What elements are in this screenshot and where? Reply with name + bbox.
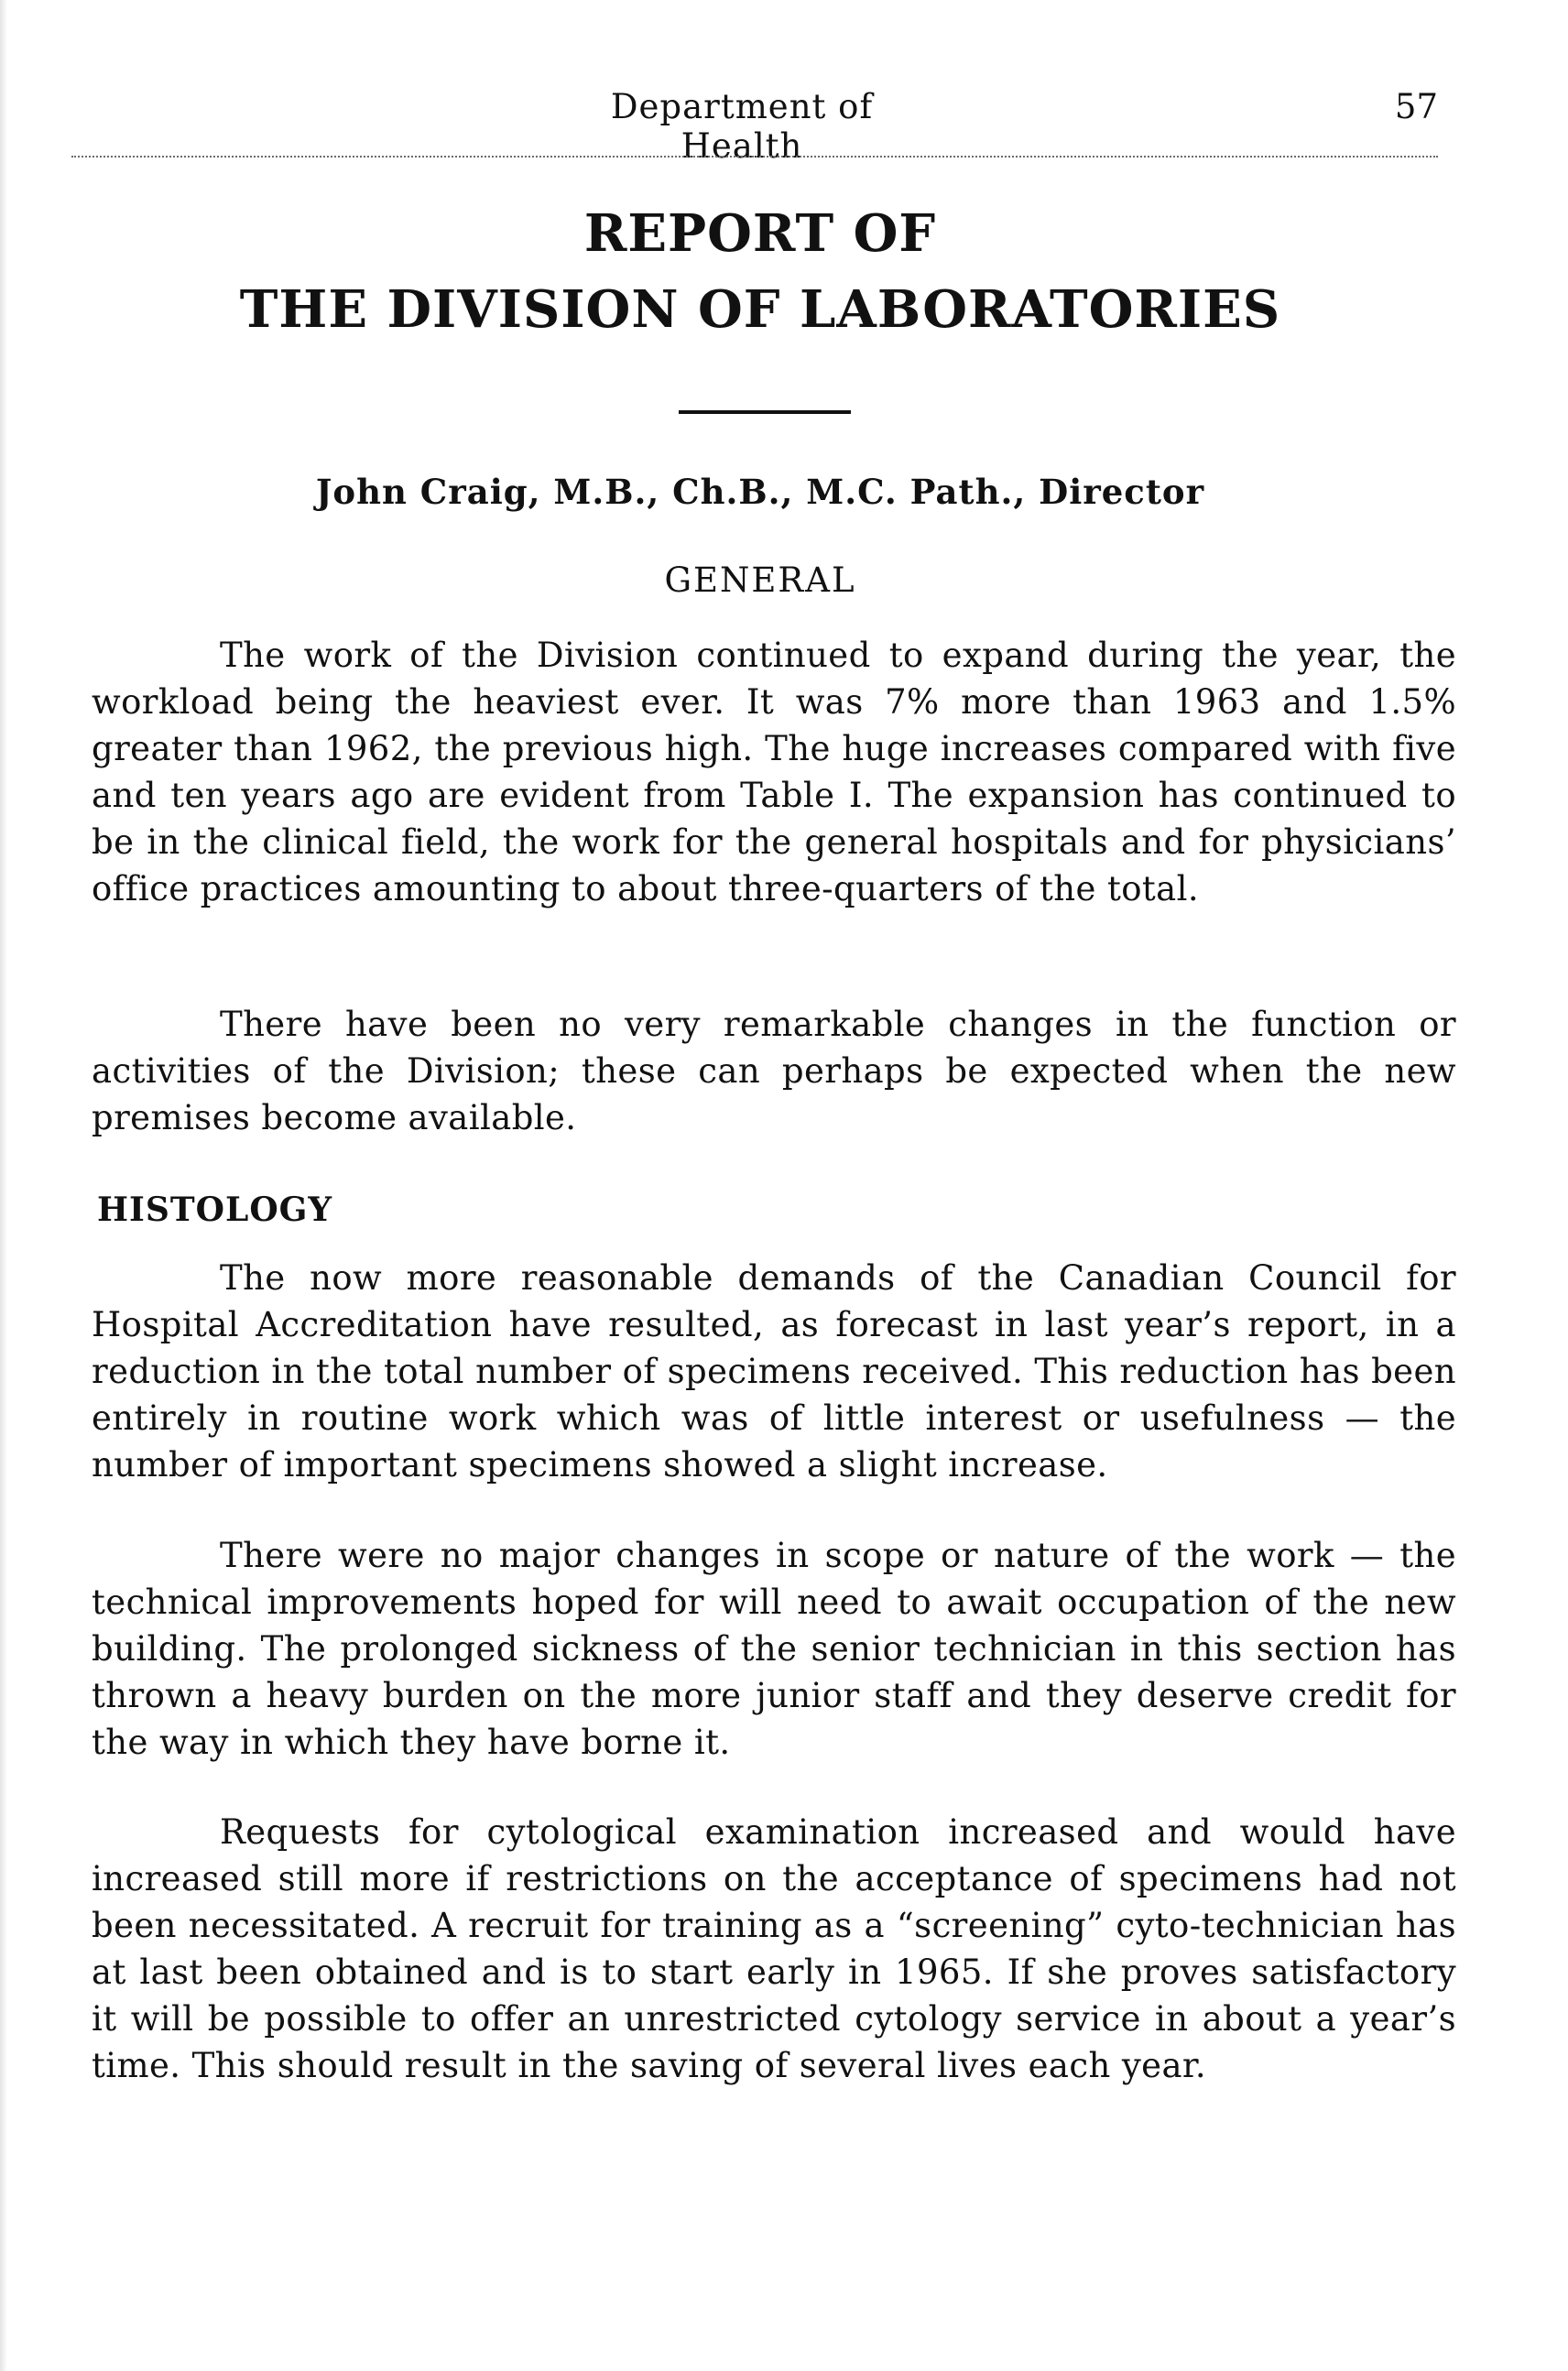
author-line: John Craig, M.B., Ch.B., M.C. Path., Director xyxy=(315,472,1205,512)
general-heading: GENERAL xyxy=(664,560,856,600)
title-divider xyxy=(679,410,851,414)
running-header xyxy=(92,87,1438,166)
general-paragraph-2: There have been no very remarkable changes in the function or activities of the Division; these can perhaps be expected when the new premises become available. xyxy=(92,1005,1456,1137)
histology-paragraph-1: The now more reasonable demands of the Canadian Council for Hospital Accreditation have resulted, as forecast in last year’s report, in a reduction in the total number of specimens received. This reduction has been entirely in routine work which was of little interest or usefulness — the number of important specimens showed a slight increase. xyxy=(92,1258,1456,1485)
report-title-line-1: REPORT OF xyxy=(583,203,937,264)
histology-paragraph-3: Requests for cytological examination increased and would have increased still more if restrictions on the acceptance of specimens had not been necessitated. A recruit for training as a “screening” cyto-technician has at last been obtained and is to start early in 1965. If she proves satisfactory it will be possible to offer an unrestricted cytology service in about a year’s time. This should result in the saving of several lives each year. xyxy=(92,1812,1456,2085)
histology-paragraph-2: There were no major changes in scope or nature of the work — the technical improvements hoped for will need to await occupation of the new building. The prolonged sickness of the senior technician in this section has thrown a heavy burden on the more junior staff and they deserve credit for the way in which they have borne it. xyxy=(92,1536,1456,1762)
page-edge-shadow xyxy=(0,0,7,2371)
page-number: 57 xyxy=(1394,87,1438,126)
histology-heading: HISTOLOGY xyxy=(97,1191,333,1229)
header-rule xyxy=(71,156,1438,158)
report-title-line-2: THE DIVISION OF LABORATORIES xyxy=(239,279,1281,340)
general-paragraph-1: The work of the Division continued to expand during the year, the workload being the heaviest ever. It was 7% more than 1963 and 1.5% greater than 1962, the previous high. The huge increases compared with five and ten years ago are evident from Table I. The expansion has continued to be in the clinical field, the work for the general hospitals and for physicians’ office practices amounting to about three-quarters of the total. xyxy=(92,636,1456,908)
running-title: Department of Health xyxy=(610,87,874,166)
